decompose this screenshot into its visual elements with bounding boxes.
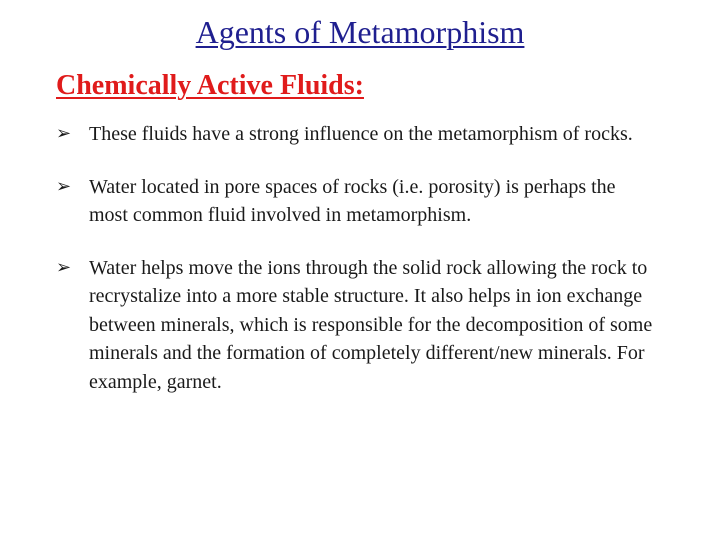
slide-title: Agents of Metamorphism (195, 14, 525, 50)
bullet-text: These fluids have a strong influence on the metamorphism of rocks. (89, 123, 633, 145)
arrow-bullet-icon: ➢ (56, 175, 72, 197)
bullet-item (56, 254, 656, 397)
bullet-text: Water helps move the ions through the solid rock allowing the rock to recrystalize into a more stable structure. It also helps in ion exchange between minerals, which is responsible for the decomposition of some minerals and the formation of completely different/new minerals. For example, garnet. (89, 256, 653, 393)
slide-subtitle: Chemically Active Fluids: (56, 70, 364, 101)
bullet-item (56, 173, 656, 230)
bullet-text: Water located in pore spaces of rocks (i.e. porosity) is perhaps the most common fluid involved in metamorphism. (89, 175, 616, 226)
arrow-bullet-icon: ➢ (56, 123, 72, 144)
bullet-item (56, 120, 656, 149)
bullet-list (56, 120, 656, 396)
arrow-bullet-icon: ➢ (56, 256, 72, 278)
